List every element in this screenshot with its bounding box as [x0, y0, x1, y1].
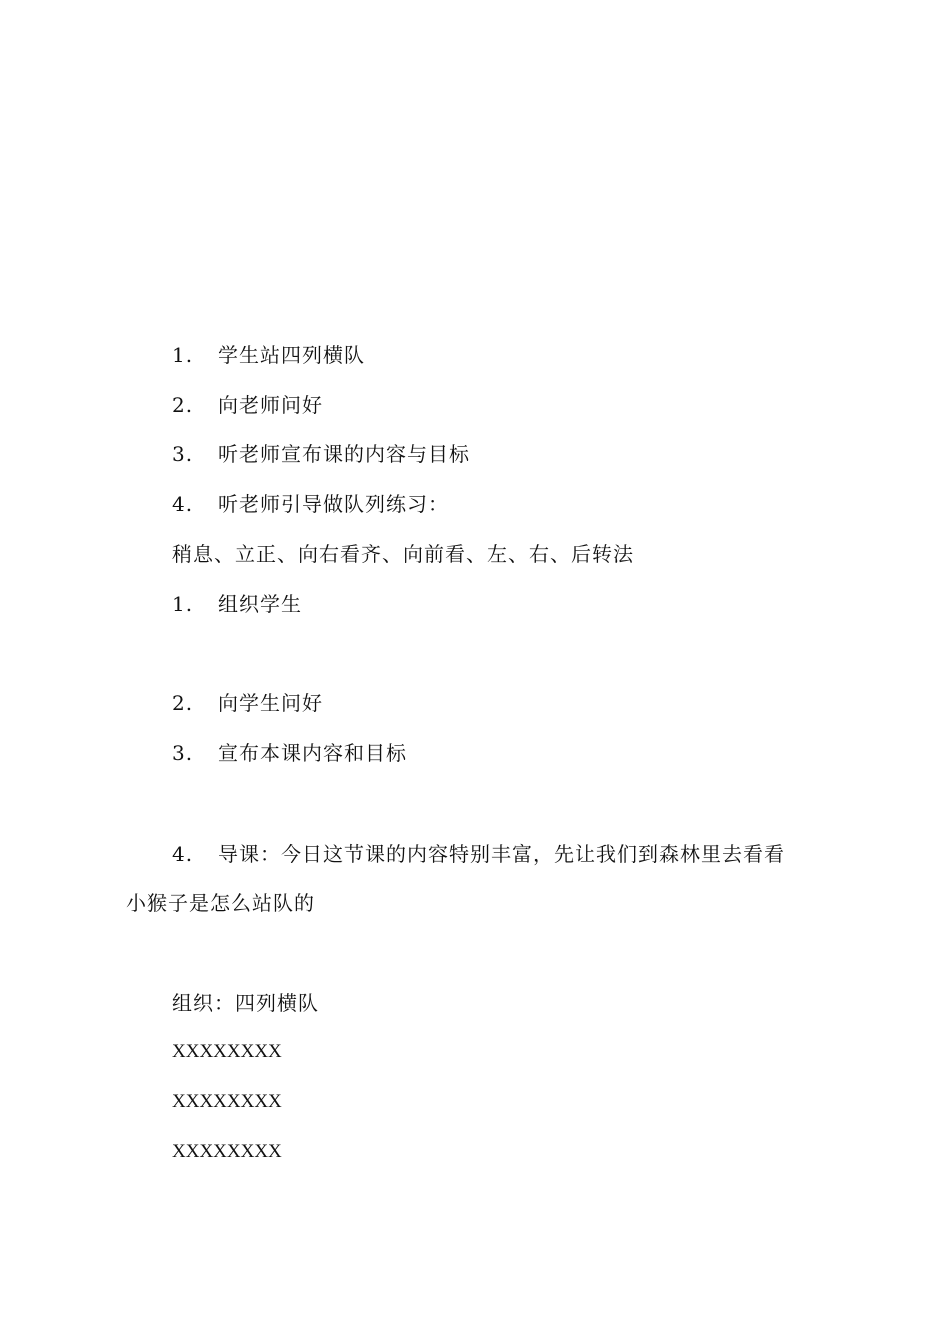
- step-text: 向学生问好: [218, 691, 323, 715]
- intro-line-1: [172, 841, 785, 867]
- step-text: 听老师引导做队列练习：: [218, 492, 449, 516]
- drill-items: 稍息、立正、向右看齐、向前看、左、右、后转法: [172, 542, 634, 566]
- intro-line-2: 小猴子是怎么站队的: [126, 891, 315, 915]
- step-text: 宣布本课内容和目标: [218, 741, 407, 765]
- student-step-4: [172, 491, 449, 517]
- step-number: 1.: [172, 343, 194, 367]
- step-number: 2.: [172, 393, 194, 417]
- step-number: 2.: [172, 691, 194, 715]
- formation-row: XXXXXXXX: [172, 1091, 282, 1112]
- organization-label: 组织：四列横队: [172, 991, 319, 1015]
- formation-row: XXXXXXXX: [172, 1141, 282, 1162]
- step-text: 听老师宣布课的内容与目标: [218, 442, 470, 466]
- teacher-step-2: [172, 690, 323, 716]
- teacher-step-1: [172, 591, 302, 617]
- intro-text: 导课：今日这节课的内容特别丰富，先让我们到森林里去看看: [218, 842, 785, 866]
- student-step-2: [172, 392, 323, 418]
- teacher-step-3: [172, 740, 407, 766]
- step-number: 1.: [172, 592, 194, 616]
- step-number: 3.: [172, 741, 194, 765]
- step-text: 组织学生: [218, 592, 302, 616]
- step-number: 4.: [172, 492, 194, 516]
- formation-row: XXXXXXXX: [172, 1041, 282, 1062]
- student-step-3: [172, 441, 470, 467]
- student-step-1: [172, 342, 365, 368]
- step-number: 3.: [172, 442, 194, 466]
- step-text: 学生站四列横队: [218, 343, 365, 367]
- step-text: 向老师问好: [218, 393, 323, 417]
- step-number: 4.: [172, 842, 194, 866]
